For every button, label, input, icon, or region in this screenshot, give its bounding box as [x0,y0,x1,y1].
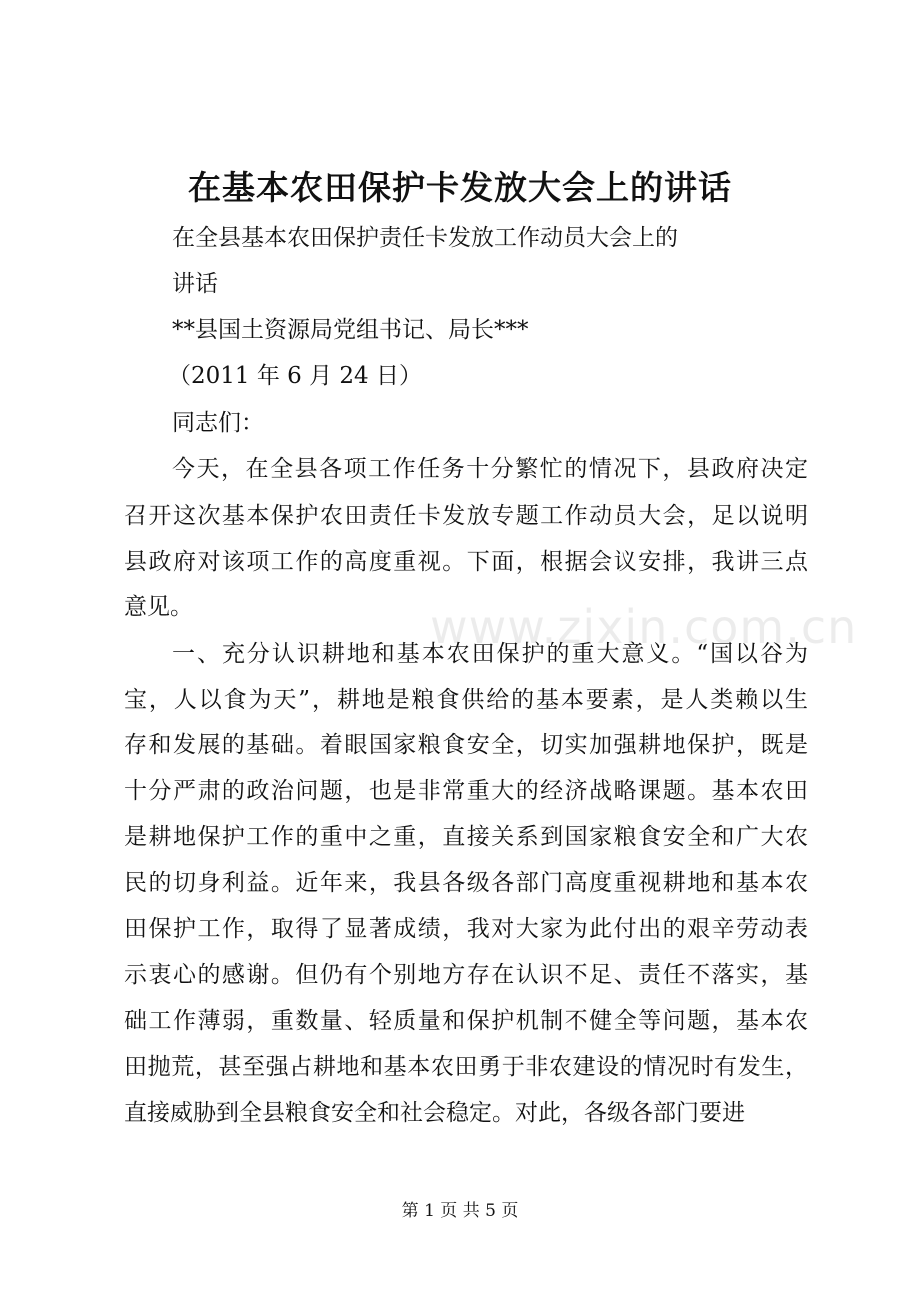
paragraph-2-line-10: 田抛荒，甚至强占耕地和基本农田勇于非农建设的情况时有发生， [124,1054,808,1080]
paragraph-2-line-2: 宝，人以食为天”，耕地是粮食供给的基本要素，是人类赖以生 [124,687,808,713]
watermark: www.zixin.com.cn [430,600,858,654]
salutation: 同志们： [172,410,264,436]
speaker-line: **县国土资源局党组书记、局长*** [172,317,529,343]
document-title: 在基本农田保护卡发放大会上的讲话 [188,168,732,207]
subtitle-line-2: 讲话 [172,271,218,297]
paragraph-2-line-6: 民的切身利益。近年来，我县各级各部门高度重视耕地和基本农 [124,870,808,896]
paragraph-2-line-5: 是耕地保护工作的重中之重，直接关系到国家粮食安全和广大农 [124,824,808,850]
paragraph-2-line-3: 存和发展的基础。着眼国家粮食安全，切实加强耕地保护，既是 [124,732,808,758]
paragraph-2-line-9: 础工作薄弱，重数量、轻质量和保护机制不健全等问题，基本农 [124,1008,808,1034]
paragraph-2-line-7: 田保护工作，取得了显著成绩，我对大家为此付出的艰辛劳动表 [124,916,808,942]
paragraph-2-line-11: 直接威胁到全县粮食安全和社会稳定。对此，各级各部门要进 [124,1100,745,1126]
date-line: （2011 年 6 月 24 日） [168,363,422,389]
paragraph-2-line-8: 示衷心的感谢。但仍有个别地方存在认识不足、责任不落实，基 [124,962,808,988]
paragraph-1-line-4: 意见。 [124,594,193,620]
paragraph-2-line-4: 十分严肃的政治问题，也是非常重大的经济战略课题。基本农田 [124,778,808,804]
paragraph-1-line-1: 今天，在全县各项工作任务十分繁忙的情况下，县政府决定 [172,456,808,482]
paragraph-1-line-2: 召开这次基本保护农田责任卡发放专题工作动员大会，足以说明 [124,503,808,529]
subtitle-line-1: 在全县基本农田保护责任卡发放工作动员大会上的 [172,225,678,251]
page-footer: 第 1 页 共 5 页 [401,1201,519,1221]
paragraph-2-line-1: 一、充分认识耕地和基本农田保护的重大意义。“国以谷为 [172,641,808,667]
paragraph-1-line-3: 县政府对该项工作的高度重视。下面，根据会议安排，我讲三点 [124,549,808,575]
